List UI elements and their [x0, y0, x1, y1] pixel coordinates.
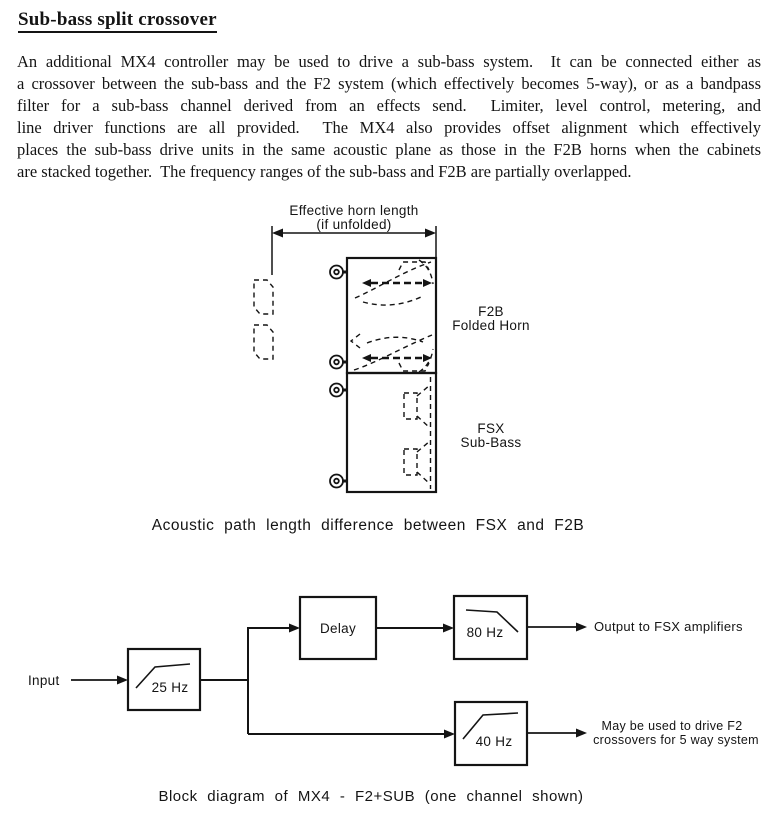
f2b-cabinet-box — [347, 258, 436, 373]
fsx-label-line1: FSX — [477, 421, 505, 436]
page-title — [18, 9, 217, 31]
page-title-text: Sub-bass split crossover — [18, 9, 217, 33]
acoustic-diagram-caption: Acoustic path length difference between FSX and F2B — [151, 517, 585, 534]
dimension-label-line2: (if unfolded) — [316, 217, 392, 232]
output-fsx-arrow — [527, 623, 587, 632]
fsx-label-line2: Sub-Bass — [460, 435, 522, 450]
filter-25hz-label: 25 Hz — [151, 680, 189, 695]
paragraph-line: line driver functions are all provided. The MX4 also provides offset alignment which effectively — [17, 118, 761, 137]
wire-to-80hz — [376, 624, 454, 633]
filter-80hz-label: 80 Hz — [466, 625, 504, 640]
f2b-label-line1: F2B — [478, 304, 504, 319]
intro-paragraph — [17, 51, 761, 183]
paragraph-line: places the sub-bass drive units in the same acoustic plane as those in the F2B horns when the cabinets — [17, 140, 761, 159]
f2b-label-line2: Folded Horn — [452, 318, 530, 333]
input-arrow — [71, 676, 128, 685]
acoustic-path-diagram — [0, 200, 776, 510]
dimension-label-line1: Effective horn length — [289, 203, 419, 218]
paragraph-line: are stacked together. The frequency ranges of the sub-bass and F2B are partially overlapped. — [17, 162, 632, 181]
paragraph-line: a crossover between the sub-bass and the F2 system (which effectively becomes 5-way), or as a bandpass — [17, 74, 761, 93]
wire-to-delay — [248, 624, 300, 633]
caster-icon — [330, 475, 348, 488]
delay-label: Delay — [319, 621, 357, 636]
caster-icon — [330, 356, 348, 369]
caster-icon — [330, 266, 348, 279]
fsx-driver-internals — [404, 377, 431, 489]
output-f2-label-line2: crossovers for 5 way system — [593, 733, 759, 747]
fsx-cabinet-box — [347, 373, 436, 492]
output-f2-arrow — [527, 729, 587, 738]
block-diagram-caption: Block diagram of MX4 - F2+SUB (one channel shown) — [158, 788, 584, 805]
dimension-arrow — [272, 226, 436, 275]
input-label: Input — [28, 673, 60, 688]
paragraph-line: filter for a sub-bass channel derived from an effects send. Limiter, level control, metering, and — [17, 96, 761, 115]
f2b-horn-internals — [351, 260, 433, 372]
caster-icon — [330, 384, 348, 397]
mx4-block-diagram — [0, 590, 776, 780]
output-fsx-label: Output to FSX amplifiers — [594, 619, 743, 634]
unfolded-driver-outline-bottom — [254, 325, 273, 359]
wire-to-40hz — [248, 730, 455, 739]
unfolded-driver-outline-top — [254, 280, 273, 314]
filter-40hz-label: 40 Hz — [475, 734, 513, 749]
paragraph-line: An additional MX4 controller may be used to drive a sub-bass system. It can be connected either as — [17, 52, 761, 71]
output-f2-label-line1: May be used to drive F2 — [601, 719, 743, 733]
